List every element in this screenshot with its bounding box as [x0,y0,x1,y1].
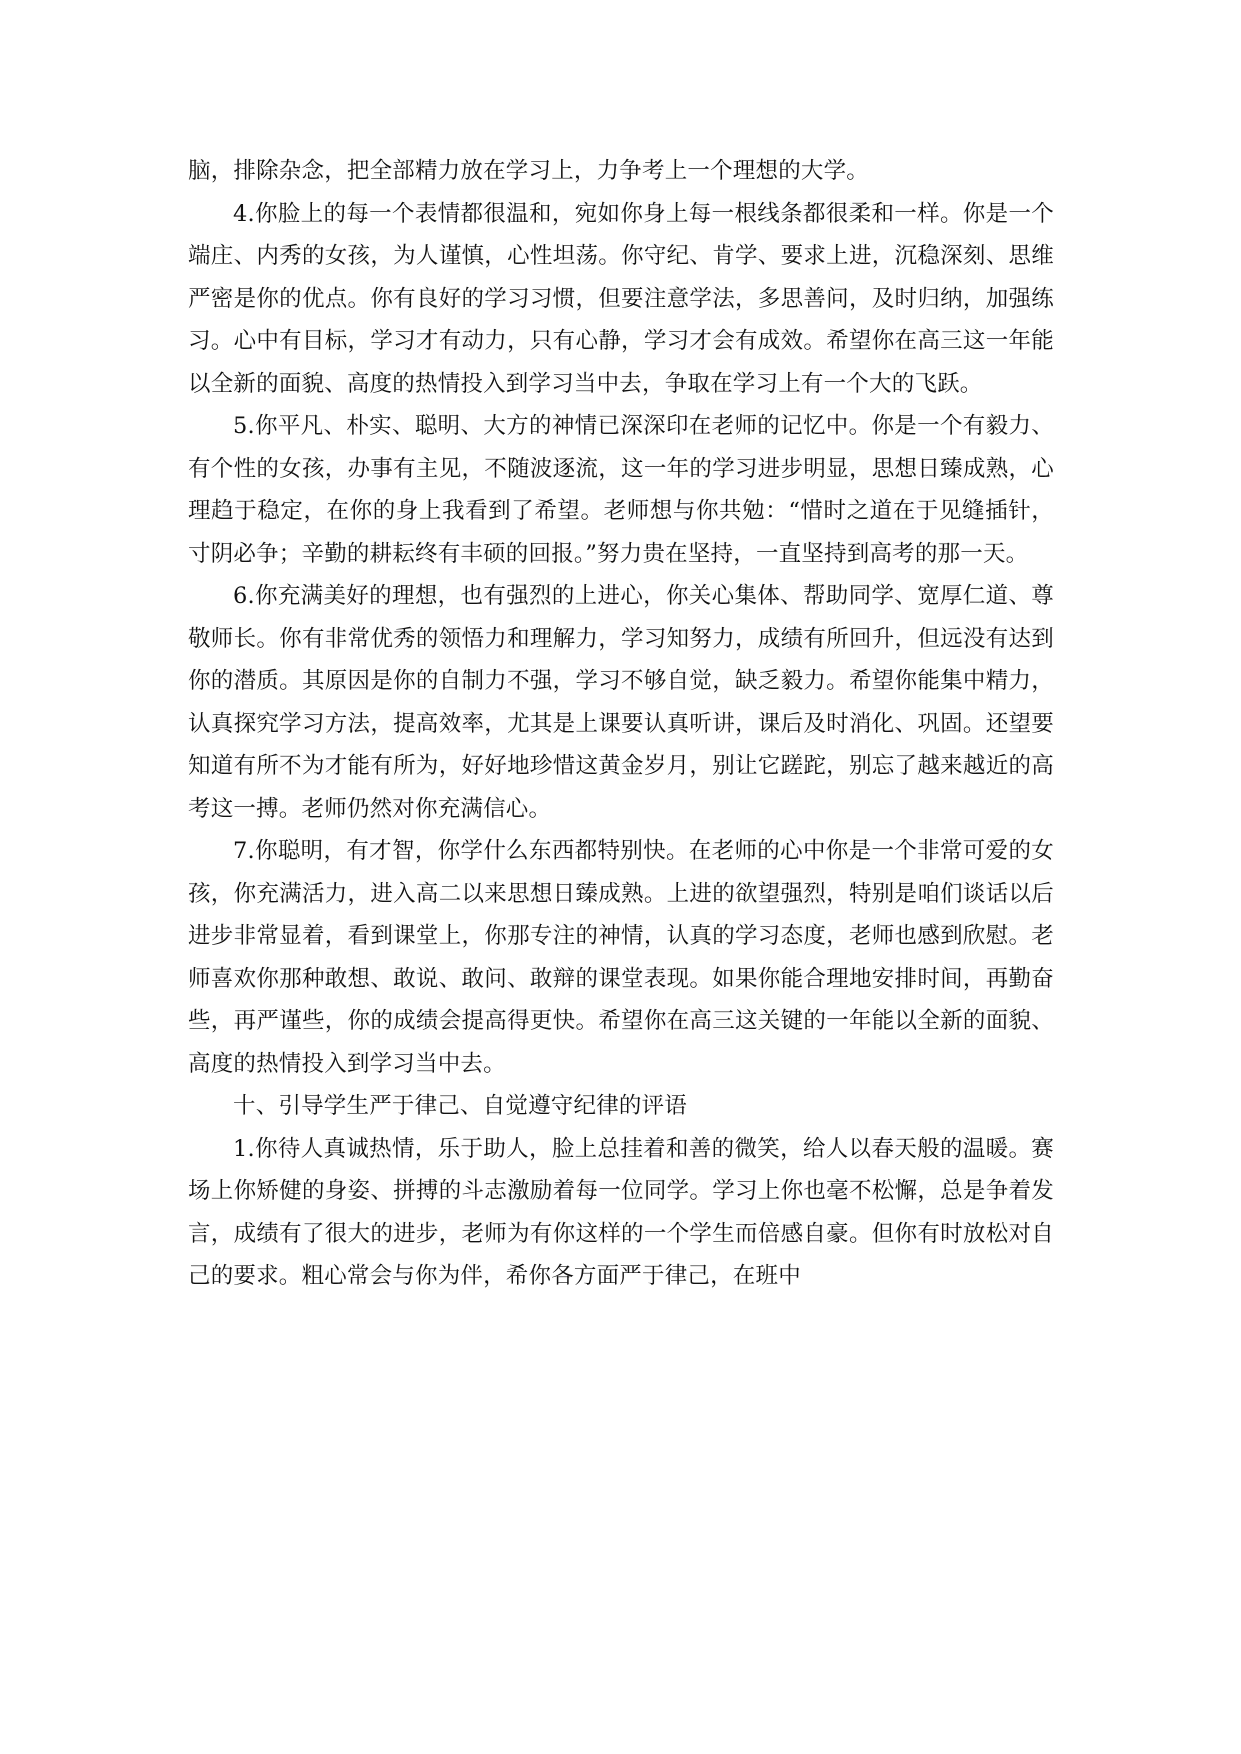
paragraph-comment-4: 4.你脸上的每一个表情都很温和，宛如你身上每一根线条都很柔和一样。你是一个端庄、内秀的女孩，为人谨慎，心性坦荡。你守纪、肯学、要求上进，沉稳深刻、思维严密是你的优点。你有良好的学习习惯，但要注意学法，多思善问，及时归纳，加强练习。心中有目标，学习才有动力，只有心静，学习才会有成效。希望你在高三这一年能以全新的面貌、高度的热情投入到学习当中去，争取在学习上有一个大的飞跃。 [188,200,1054,397]
section-heading: 十、引导学生严于律己、自觉遵守纪律的评语 [233,1093,688,1119]
paragraph-comment-7: 7.你聪明，有才智，你学什么东西都特别快。在老师的心中你是一个非常可爱的女孩，你充满活力，进入高二以来思想日臻成熟。上进的欲望强烈，特别是咱们谈话以后进步非常显着，看到课堂上，你那专注的神情，认真的学习态度，老师也感到欣慰。老师喜欢你那种敢想、敢说、敢问、敢辩的课堂表现。如果你能合理地安排时间，再勤奋些，再严谨些，你的成绩会提高得更快。希望你在高三这关键的一年能以全新的面貌、高度的热情投入到学习当中去。 [188,838,1054,1077]
paragraph-comment-5: 5.你平凡、朴实、聪明、大方的神情已深深印在老师的记忆中。你是一个有毅力、有个性的女孩，办事有主见，不随波逐流，这一年的学习进步明显，思想日臻成熟，心理趋于稳定，在你的身上我看到了希望。老师想与你共勉：“惜时之道在于见缝插针，寸阴必争；辛勤的耕耘终有丰硕的回报。”努力贵在坚持，一直坚持到高考的那一天。 [188,413,1054,567]
paragraph-comment-6: 6.你充满美好的理想，也有强烈的上进心，你关心集体、帮助同学、宽厚仁道、尊敬师长。你有非常优秀的领悟力和理解力，学习知努力，成绩有所回升，但远没有达到你的潜质。其原因是你的自制力不强，学习不够自觉，缺乏毅力。希望你能集中精力，认真探究学习方法，提高效率，尤其是上课要认真听讲，课后及时消化、巩固。还望要知道有所不为才能有所为，好好地珍惜这黄金岁月，别让它蹉跎，别忘了越来越近的高考这一搏。老师仍然对你充满信心。 [188,583,1054,822]
document-body [188,150,1054,1298]
paragraph-continuation: 脑，排除杂念，把全部精力放在学习上，力争考上一个理想的大学。 [188,158,870,184]
paragraph-comment-1: 1.你待人真诚热情，乐于助人，脸上总挂着和善的微笑，给人以春天般的温暖。赛场上你矫健的身姿、拼搏的斗志激励着每一位同学。学习上你也毫不松懈，总是争着发言，成绩有了很大的进步，老师为有你这样的一个学生而倍感自豪。但你有时放松对自己的要求。粗心常会与你为伴，希你各方面严于律己，在班中 [188,1135,1054,1289]
